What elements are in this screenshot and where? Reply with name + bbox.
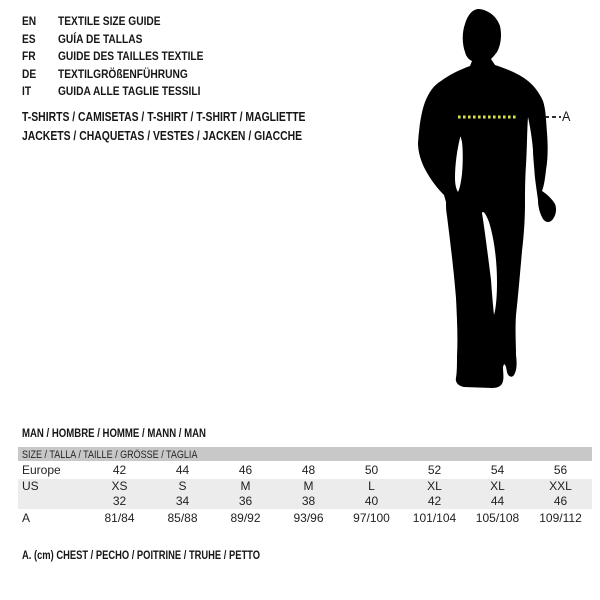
size-cell: 38 [301, 494, 316, 508]
size-cell: XL [427, 479, 442, 493]
size-table-header [18, 447, 592, 461]
size-cell: S [178, 479, 187, 493]
size-cell: 44 [175, 463, 190, 477]
language-code: DE [22, 66, 37, 81]
size-cell: 85/88 [167, 511, 198, 525]
language-code: EN [22, 14, 37, 28]
row-label: US [22, 479, 39, 493]
language-title: TEXTILGRÖßENFÜHRUNG [58, 66, 188, 81]
language-title: TEXTILE SIZE GUIDE [58, 14, 161, 28]
size-table [18, 447, 592, 527]
language-title: GUÍA DE TALLAS [58, 31, 143, 46]
language-code: FR [22, 49, 36, 64]
row-label: Europe [22, 463, 61, 477]
table-row-chest-cm [18, 509, 592, 527]
size-cell: 50 [364, 463, 379, 477]
size-cell: 46 [553, 494, 568, 508]
section-title-man: MAN / HOMBRE / HOMME / MANN / MAN [22, 426, 206, 440]
size-cell: XXL [549, 479, 572, 493]
size-cell: 46 [238, 463, 253, 477]
language-code: ES [22, 31, 36, 46]
size-cell: 32 [112, 494, 127, 508]
size-cell: 40 [364, 494, 379, 508]
man-silhouette-body [418, 9, 556, 388]
size-cell: L [368, 479, 375, 493]
size-cell: 89/92 [230, 511, 261, 525]
size-cell: 81/84 [104, 511, 135, 525]
language-code: IT [22, 84, 32, 99]
size-cell: 93/96 [293, 511, 324, 525]
size-cell: 36 [238, 494, 253, 508]
size-cell: 101/104 [412, 511, 457, 525]
measure-footnote: A. (cm) CHEST / PECHO / POITRINE / TRUHE / PETTO [22, 548, 261, 562]
size-cell: XS [111, 479, 128, 493]
size-cell: 52 [427, 463, 442, 477]
size-cell: 48 [301, 463, 316, 477]
row-label [18, 494, 88, 509]
size-cell: 97/100 [353, 511, 390, 525]
size-cell: M [240, 479, 251, 493]
language-title: GUIDE DES TAILLES TEXTILE [58, 49, 204, 64]
measure-label-a: A [562, 108, 571, 124]
size-cell: 42 [112, 463, 127, 477]
size-cell: 109/112 [539, 511, 582, 525]
size-cell: 56 [553, 463, 568, 477]
product-line-jackets: JACKETS / CHAQUETAS / VESTES / JACKEN / GIACCHE [22, 127, 303, 143]
table-row-us-numeric [18, 494, 592, 509]
size-cell: 42 [427, 494, 442, 508]
size-cell: 105/108 [475, 511, 520, 525]
size-cell: 54 [490, 463, 505, 477]
table-row-us [18, 479, 592, 494]
size-cell: 34 [175, 494, 190, 508]
row-label: A [22, 511, 31, 525]
size-cell: XL [490, 479, 505, 493]
table-row-europe [18, 461, 592, 479]
size-table-header-label: SIZE / TALLA / TAILLE / GRÖSSE / TAGLIA [22, 449, 198, 461]
product-line-tshirts: T-SHIRTS / CAMISETAS / T-SHIRT / T-SHIRT / MAGLIETTE [22, 109, 306, 124]
size-cell: 44 [490, 494, 505, 508]
size-cell: M [303, 479, 314, 493]
language-title: GUIDA ALLE TAGLIE TESSILI [58, 84, 201, 99]
